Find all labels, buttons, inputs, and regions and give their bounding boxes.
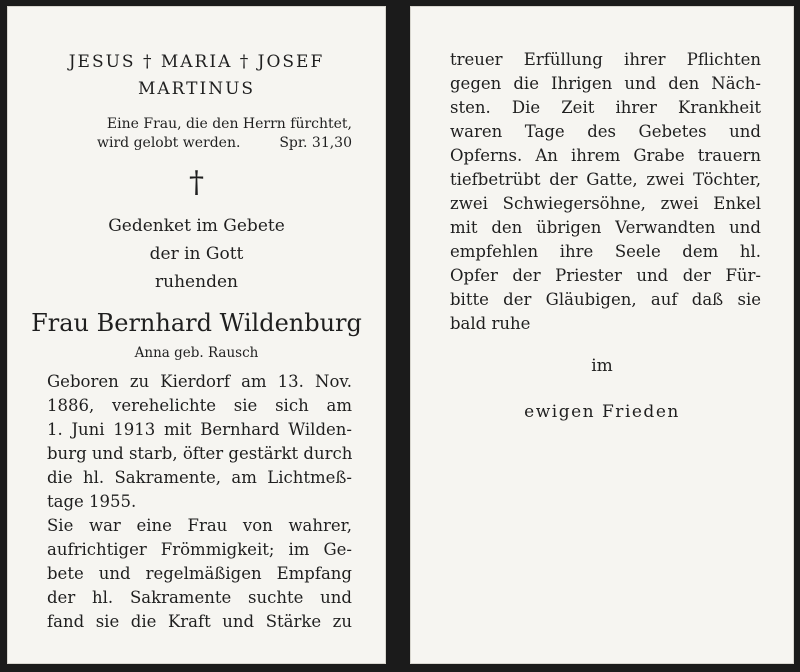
- cross-icon: †: [189, 165, 204, 200]
- bible-verse-line2: wird gelobt werden.: [97, 135, 241, 151]
- text-line: der hl. Sakramente suchte und: [47, 588, 352, 607]
- card-back: [410, 6, 794, 664]
- maiden-name: Anna geb. Rausch: [134, 345, 259, 361]
- text-line: zwei Schwiegersöhne, zwei Enkel: [450, 194, 761, 213]
- closing-im: im: [591, 356, 613, 376]
- text-line: treuer Erfüllung ihrer Pflichten: [450, 50, 761, 69]
- invocation-line: JESUS † MARIA † JOSEF: [68, 52, 325, 72]
- text-line: 1886, verehelichte sie sich am: [47, 396, 352, 415]
- text-line: Sie war eine Frau von wahrer,: [47, 516, 352, 535]
- text-line: empfehlen ihre Seele dem hl.: [450, 242, 761, 261]
- text-line: 1. Juni 1913 mit Bernhard Wilden-: [47, 420, 352, 439]
- memorial-line-2: der in Gott: [149, 244, 244, 264]
- text-line: bitte der Gläubigen, auf daß sie: [450, 290, 761, 309]
- memorial-line-1: Gedenket im Gebete: [108, 216, 285, 236]
- text-line: tage 1955.: [47, 492, 137, 511]
- deceased-name: Frau Bernhard Wildenburg: [31, 309, 362, 337]
- saint-name: MARTINUS: [137, 79, 256, 99]
- bible-verse-line1: Eine Frau, die den Herrn fürchtet,: [106, 116, 352, 132]
- text-line: Opfer der Priester und der Für-: [450, 266, 761, 285]
- bible-verse-reference: Spr. 31,30: [279, 135, 352, 151]
- text-line: Opferns. An ihrem Grabe trauern: [450, 146, 761, 165]
- text-line: mit den übrigen Verwandten und: [450, 218, 761, 237]
- text-line: sten. Die Zeit ihrer Krankheit: [450, 98, 761, 117]
- text-line: fand sie die Kraft und Stärke zu: [47, 612, 352, 631]
- text-line: waren Tage des Gebetes und: [450, 122, 761, 141]
- card-front: [7, 6, 386, 664]
- text-line: die hl. Sakramente, am Lichtmeß-: [47, 468, 352, 487]
- memorial-line-3: ruhenden: [155, 272, 238, 292]
- text-line: Geboren zu Kierdorf am 13. Nov.: [47, 372, 352, 391]
- text-line: bald ruhe: [450, 314, 531, 333]
- text-line: bete und regelmäßigen Empfang: [47, 564, 352, 583]
- text-line: burg und starb, öfter gestärkt durch: [47, 444, 353, 463]
- text-line: aufrichtiger Frömmigkeit; im Ge-: [47, 540, 352, 559]
- text-line: gegen die Ihrigen und den Näch-: [450, 74, 761, 93]
- text-line: tiefbetrübt der Gatte, zwei Töchter,: [450, 170, 761, 189]
- closing-ewigen-frieden: ewigen Frieden: [524, 402, 680, 422]
